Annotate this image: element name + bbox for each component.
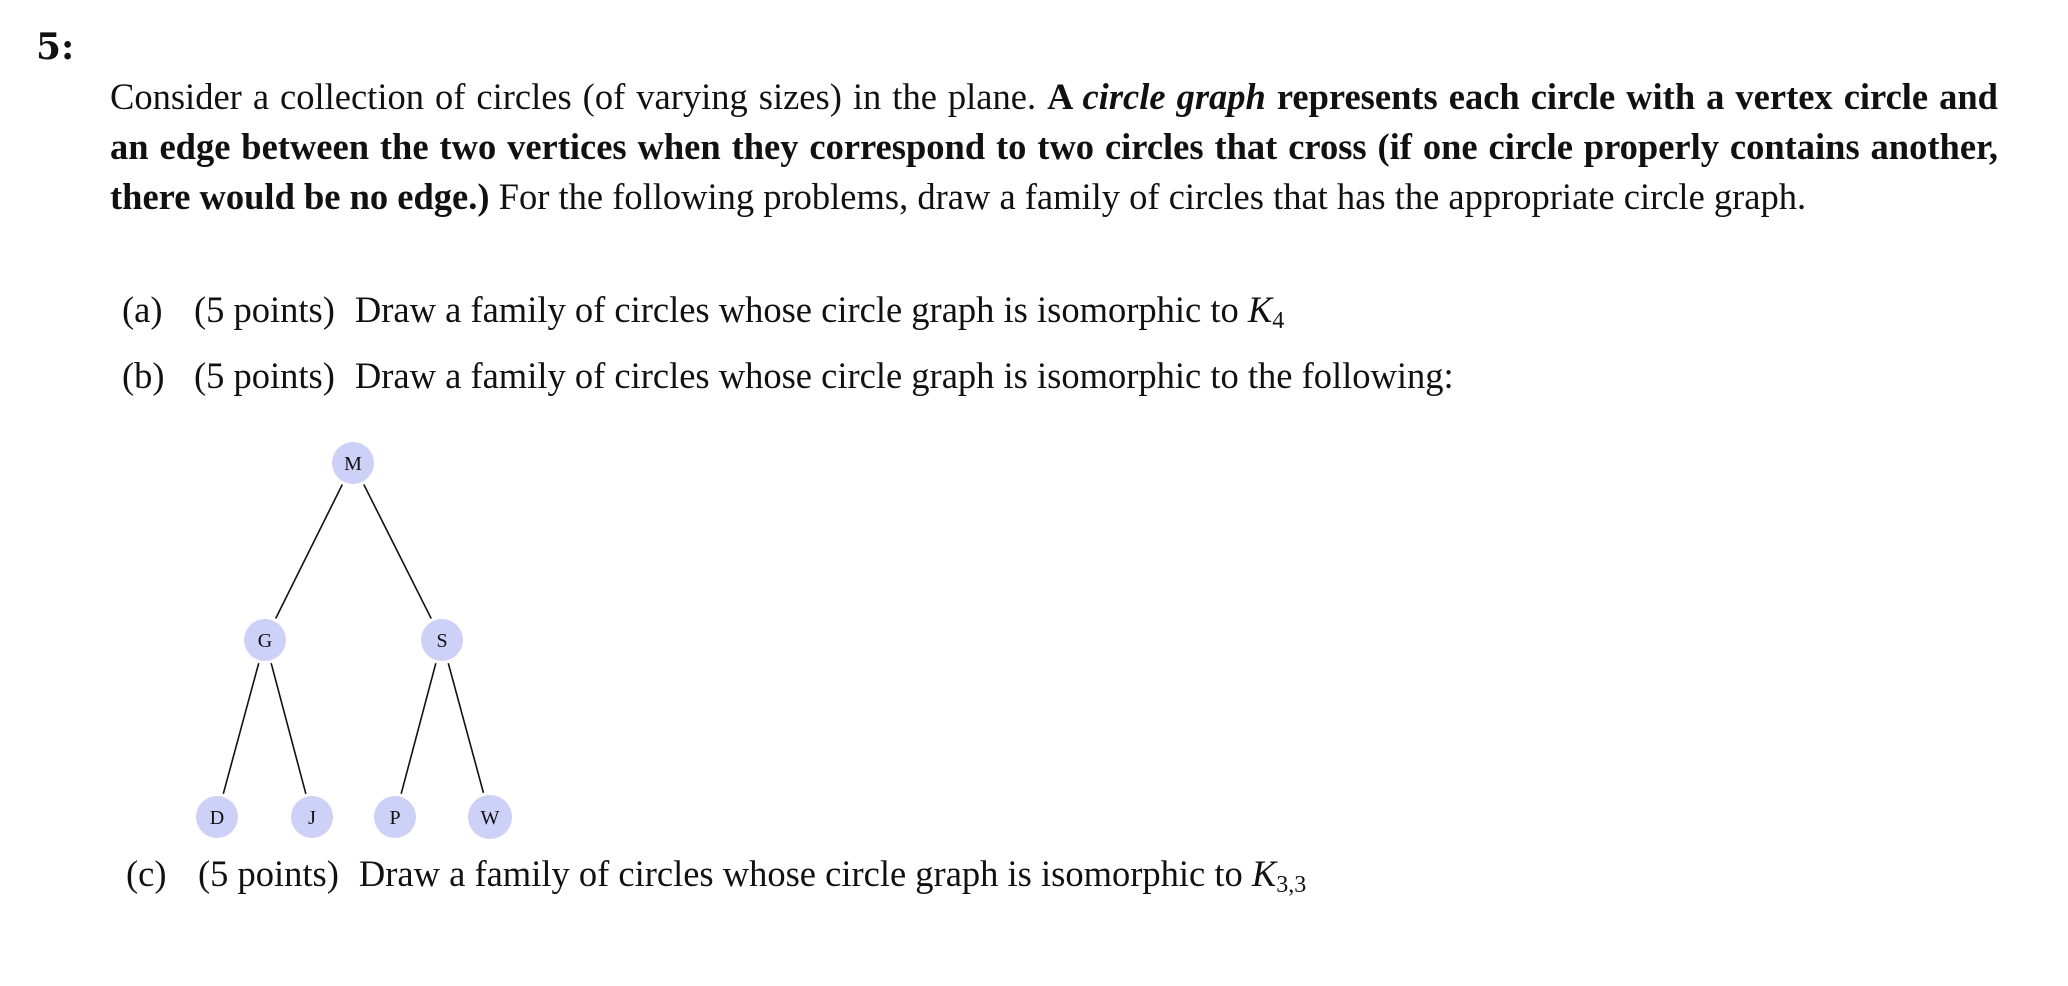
item-points: (5 points)	[198, 853, 339, 894]
item-points: (5 points)	[194, 355, 335, 396]
math-subscript: 3,3	[1276, 872, 1307, 898]
graph-nodes	[196, 442, 512, 839]
edge-G-J	[271, 663, 306, 794]
node-label: P	[389, 807, 401, 829]
node-label: G	[257, 630, 273, 652]
intro-text-1: Consider a collection of circles (of varying sizes) in the plane.	[110, 76, 1048, 117]
item-math	[1247, 289, 1285, 334]
intro-text-2: For the following problems, draw a family of circles that has the appropriate circle graph.	[489, 176, 1807, 217]
item-label: (a)	[122, 289, 163, 330]
node-label: W	[480, 807, 500, 829]
intro-bold-italic: circle graph	[1082, 76, 1266, 117]
math-subscript: 4	[1272, 308, 1285, 334]
intro-bold-1: A	[1047, 76, 1083, 117]
edge-G-D	[223, 663, 258, 794]
edge-S-W	[448, 663, 483, 793]
item-text: Draw a family of circles whose circle graph is isomorphic to	[354, 289, 1248, 330]
problem-number: 5:	[36, 26, 75, 68]
item-label: (b)	[122, 355, 165, 396]
node-label: D	[209, 807, 225, 829]
edge-S-P	[401, 663, 436, 794]
item-text: Draw a family of circles whose circle graph is isomorphic to	[358, 853, 1252, 894]
intro-bold-2: represents each circle with a vertex circle and an edge between the two vertices when they correspond to two circles that cross (if one circle properly contains another, there would be no edge.)	[110, 76, 1998, 217]
node-label: M	[344, 453, 362, 475]
edge-M-G	[276, 484, 343, 618]
problem-item-c	[126, 852, 1306, 899]
node-D	[196, 796, 238, 838]
node-G	[244, 619, 286, 661]
node-M	[332, 442, 374, 484]
item-text: Draw a family of circles whose circle graph is isomorphic to the following:	[354, 355, 1454, 396]
item-label: (c)	[126, 853, 167, 894]
math-symbol: K	[1251, 853, 1277, 894]
node-P	[374, 796, 416, 838]
node-label: S	[436, 630, 448, 652]
tree-graph	[0, 0, 600, 860]
node-label: J	[308, 807, 316, 829]
item-points: (5 points)	[194, 289, 335, 330]
node-J	[291, 796, 333, 838]
item-math	[1251, 853, 1307, 898]
node-W	[468, 795, 512, 839]
node-S	[421, 619, 463, 661]
edge-M-S	[364, 484, 431, 618]
math-symbol: K	[1247, 289, 1273, 330]
